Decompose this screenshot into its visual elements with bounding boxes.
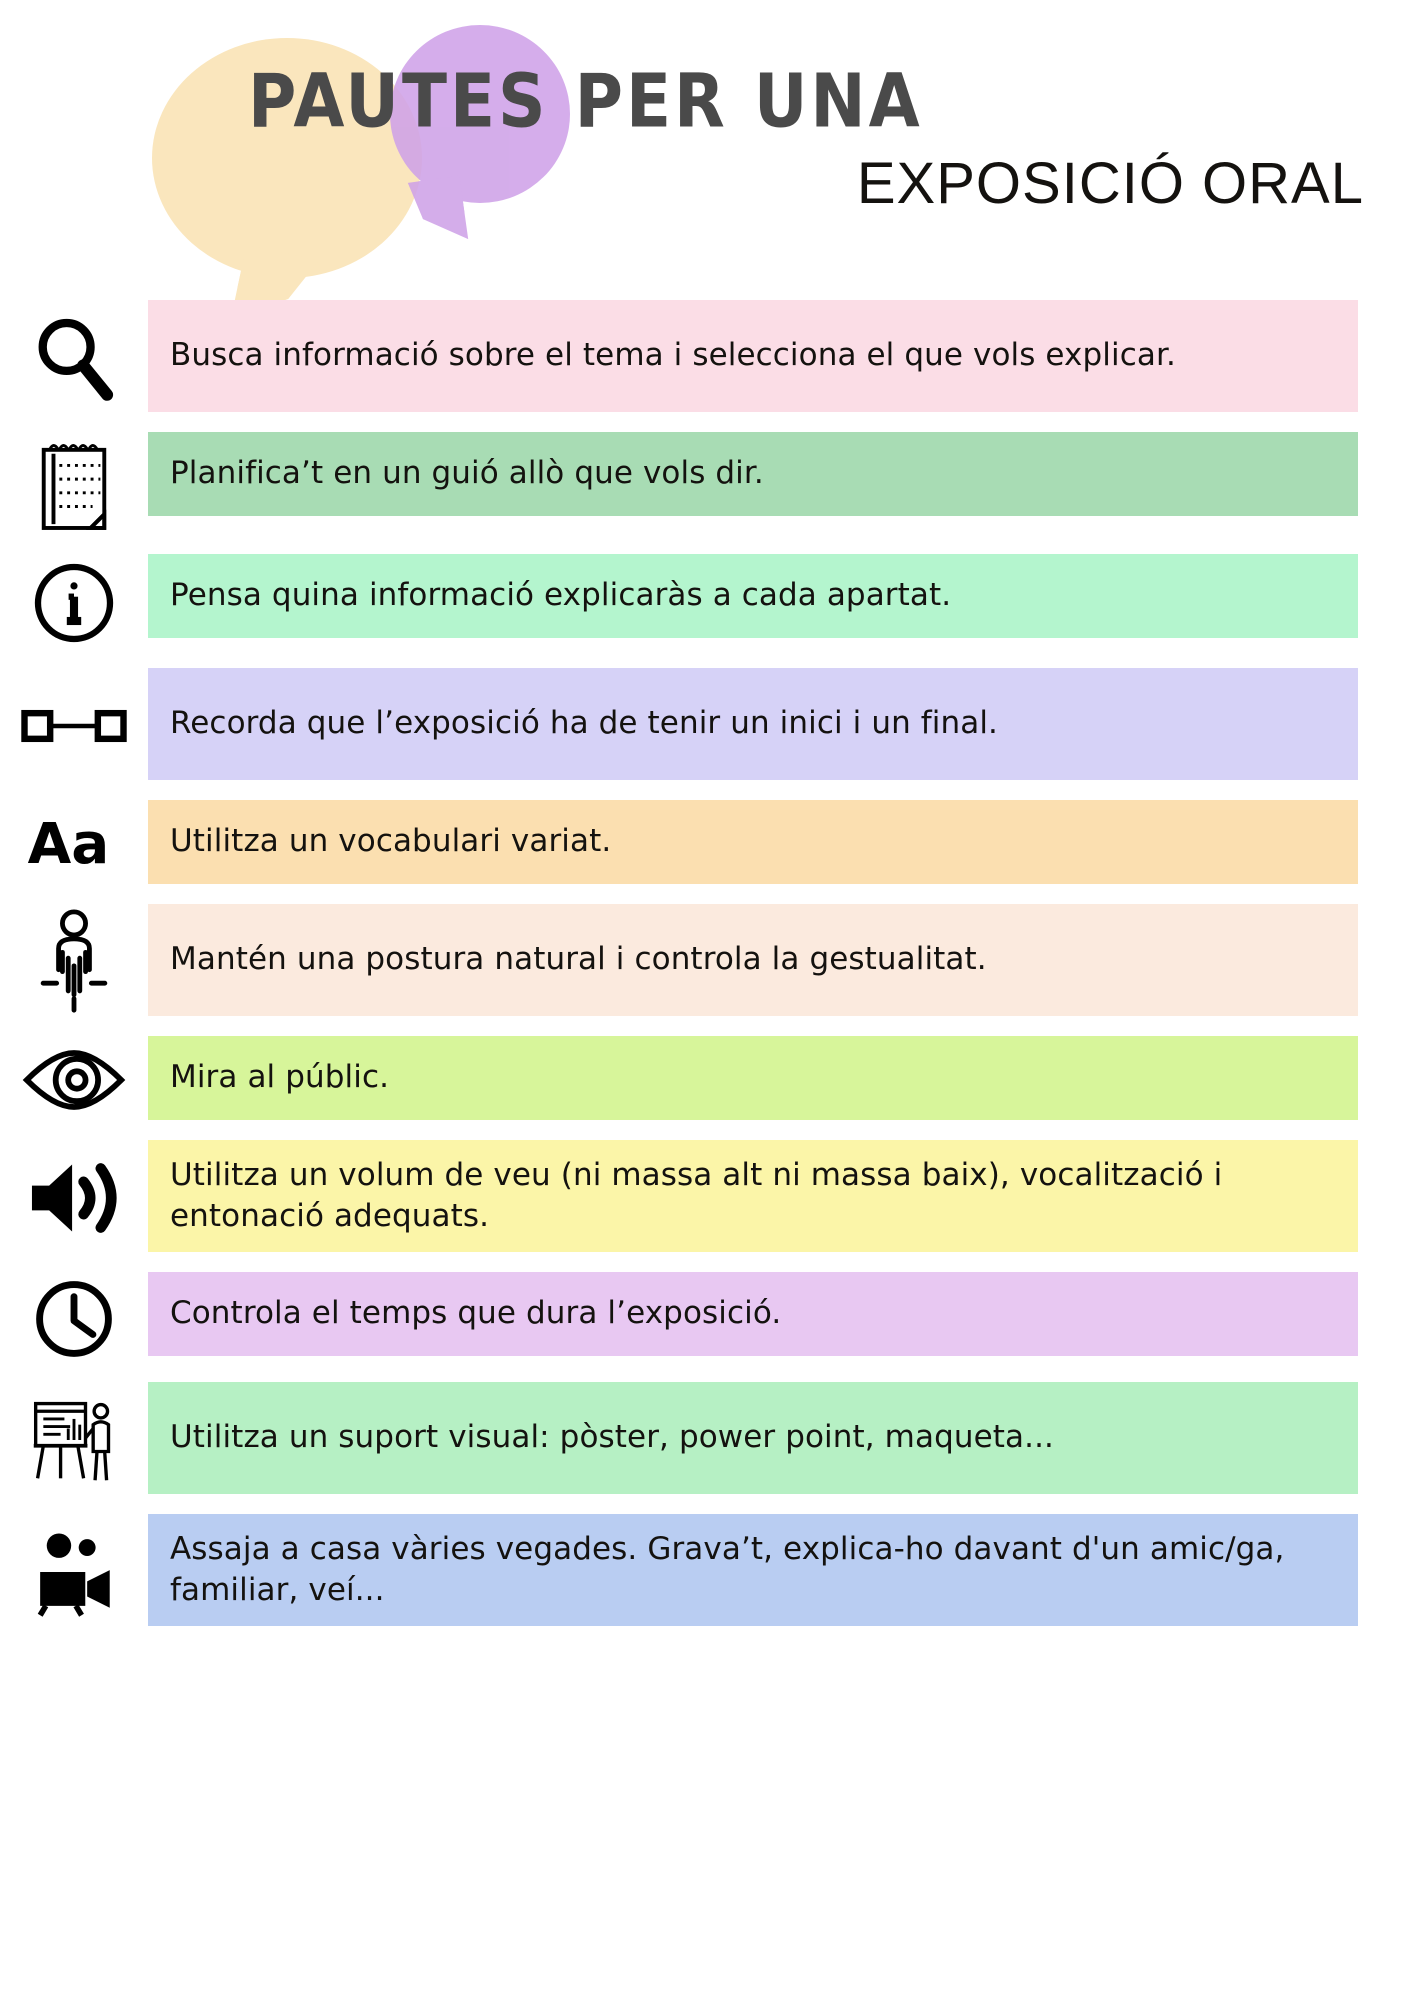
guideline-text: Mantén una postura natural i controla la gestualitat. — [170, 941, 987, 978]
letters-aa-icon — [0, 808, 148, 876]
guideline-bar — [148, 1272, 1358, 1356]
guideline-row — [0, 1272, 1414, 1362]
guideline-row — [0, 432, 1414, 534]
notepad-icon — [0, 432, 148, 534]
guideline-bar — [148, 800, 1358, 884]
guideline-row — [0, 904, 1414, 1016]
guideline-bar — [148, 300, 1358, 412]
guideline-bar — [148, 904, 1358, 1016]
poster-header — [0, 0, 1414, 300]
guideline-bar — [148, 1382, 1358, 1494]
guideline-text: Recorda que l’exposició ha de tenir un inici i un final. — [170, 705, 999, 742]
svg-text:Aa: Aa — [27, 812, 110, 876]
guideline-text: Utilitza un suport visual: pòster, power point, maqueta... — [170, 1419, 1054, 1456]
poster-title-line1: PAUTES PER UNA — [248, 58, 923, 145]
guideline-text: Controla el temps que dura l’exposició. — [170, 1295, 782, 1332]
guideline-bar — [148, 668, 1358, 780]
standing-person-icon — [0, 904, 148, 1016]
guideline-row — [0, 1140, 1414, 1252]
magnifier-icon — [0, 308, 148, 404]
guideline-text: Mira al públic. — [170, 1059, 390, 1096]
guideline-text: Utilitza un vocabulari variat. — [170, 823, 612, 860]
clock-icon — [0, 1272, 148, 1362]
video-camera-icon — [0, 1522, 148, 1618]
guideline-row — [0, 1382, 1414, 1494]
presentation-easel-icon — [0, 1390, 148, 1486]
guideline-row — [0, 554, 1414, 648]
guideline-row — [0, 1514, 1414, 1626]
speech-bubble-purple-tail — [408, 176, 468, 247]
guideline-row — [0, 800, 1414, 884]
guideline-text: Pensa quina informació explicaràs a cada apartat. — [170, 577, 952, 614]
eye-icon — [0, 1045, 148, 1111]
guideline-bar — [148, 1514, 1358, 1626]
guideline-row — [0, 1036, 1414, 1120]
start-end-nodes-icon — [0, 694, 148, 754]
info-circle-icon — [0, 554, 148, 648]
guideline-bar — [148, 432, 1358, 516]
guideline-row — [0, 668, 1414, 780]
speaker-volume-icon — [0, 1151, 148, 1241]
poster-title-line2: EXPOSICIÓ ORAL — [856, 151, 1364, 216]
guideline-text: Assaja a casa vàries vegades. Grava’t, explica-ho davant d'un amic/ga, familiar, veí... — [170, 1530, 1285, 1608]
guideline-list — [0, 300, 1414, 1626]
guideline-bar — [148, 554, 1358, 638]
guideline-text: Planifica’t en un guió allò que vols dir. — [170, 455, 764, 492]
guideline-text: Utilitza un volum de veu (ni massa alt ni massa baix), vocalització i entonació adequats. — [170, 1156, 1223, 1234]
guideline-row — [0, 300, 1414, 412]
guideline-bar — [148, 1036, 1358, 1120]
guideline-bar — [148, 1140, 1358, 1252]
guideline-text: Busca informació sobre el tema i selecciona el que vols explicar. — [170, 337, 1176, 374]
